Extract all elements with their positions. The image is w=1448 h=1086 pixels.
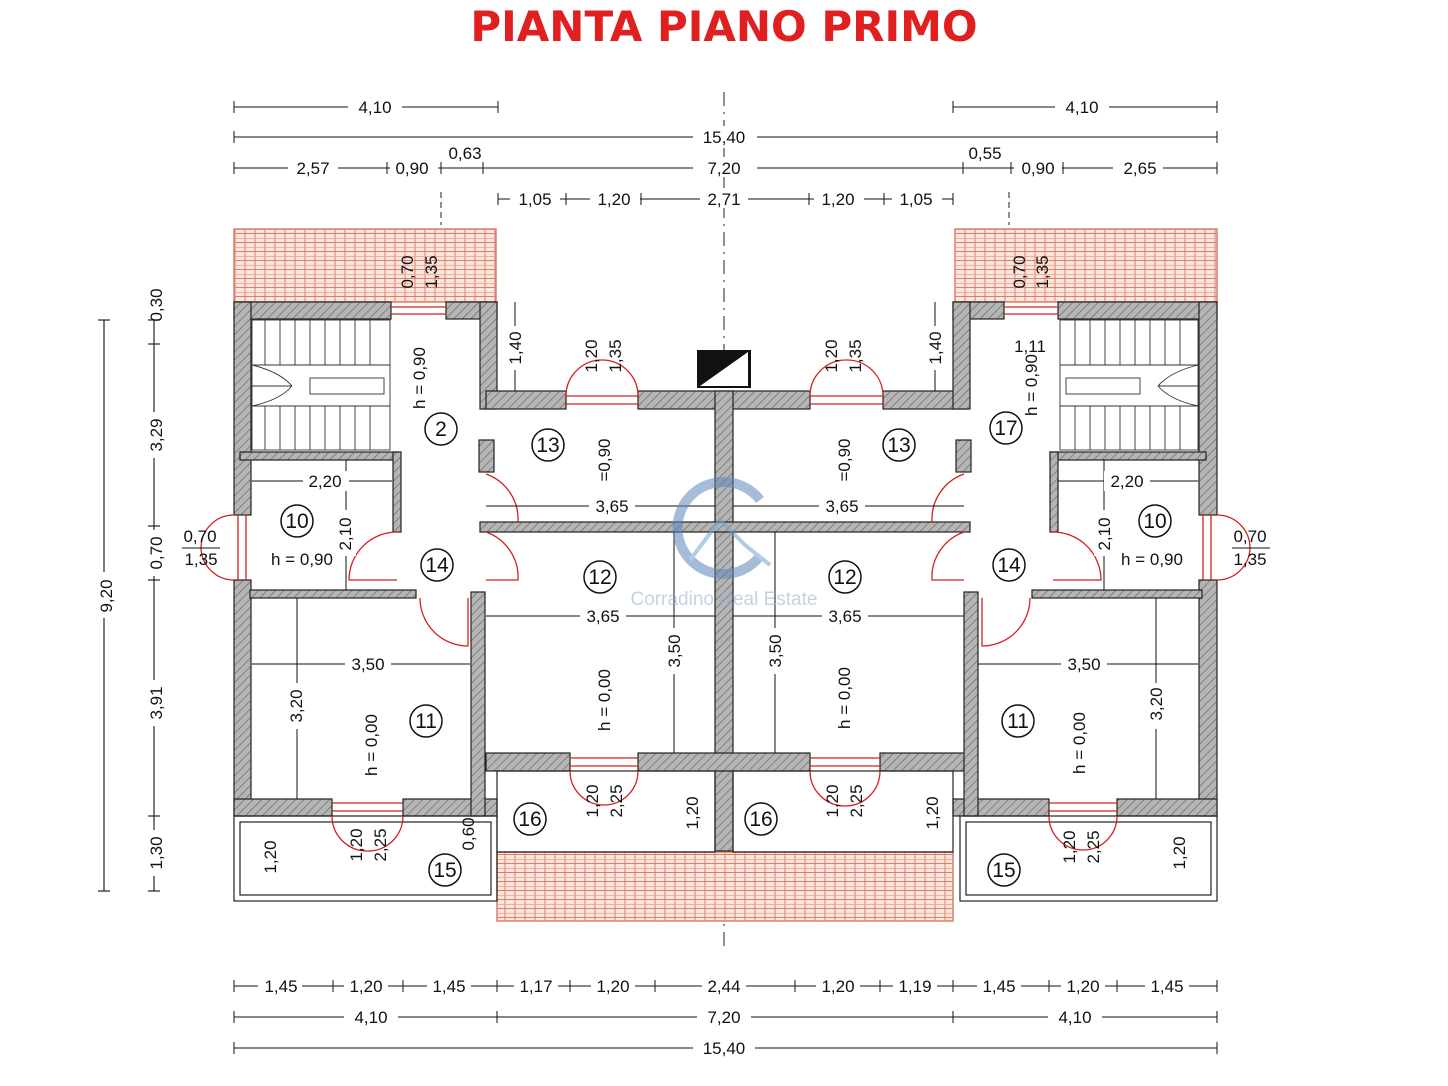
room-13-right: 13 <box>887 434 911 457</box>
dim-365-b: 3,65 <box>825 497 859 516</box>
dim-350-right: 3,50 <box>1067 655 1101 674</box>
dim-140-right: 1,40 <box>926 331 945 365</box>
height-12-left: h = 0,00 <box>595 669 614 731</box>
dim-top-b6: 0,90 <box>1021 159 1055 178</box>
win-side-right-135: 1,35 <box>1233 550 1267 569</box>
room-14-right: 14 <box>997 554 1021 577</box>
dim-365-a: 3,65 <box>595 497 629 516</box>
dim-220-right: 2,20 <box>1110 472 1144 491</box>
roof-top-left <box>234 229 496 302</box>
terrace-left-120: 1,20 <box>683 796 702 830</box>
dim-bottom-d11: 1,45 <box>1150 977 1184 996</box>
dim-320-right: 3,20 <box>1147 687 1166 721</box>
height-11-left: h = 0,00 <box>362 714 381 776</box>
dim-bottom-d5: 1,20 <box>596 977 630 996</box>
height-13-left: =0,90 <box>595 438 614 482</box>
dim-left-total: 9,20 <box>97 579 116 613</box>
dim-top-c1: 1,05 <box>518 190 552 209</box>
height-17: h = 0,90 <box>1022 354 1041 416</box>
roof-top-right <box>955 229 1217 302</box>
dim-bottom-e3: 4,10 <box>1058 1008 1092 1027</box>
win-right-top-070: 0,70 <box>1010 255 1029 289</box>
dim-top-c5: 1,05 <box>899 190 933 209</box>
win-15r-120: 1,20 <box>1060 830 1079 864</box>
room-15-left: 15 <box>433 859 457 882</box>
room-2: 2 <box>435 418 447 441</box>
win-13l-120: 1,20 <box>582 339 601 373</box>
room-12-left: 12 <box>588 566 612 589</box>
dim-top-b4: 7,20 <box>707 159 741 178</box>
height-2: h = 0,90 <box>410 347 429 409</box>
room-10-left: 10 <box>285 510 309 533</box>
dim-top-c3: 2,71 <box>707 190 741 209</box>
dim-220-left: 2,20 <box>308 472 342 491</box>
win-13r-120: 1,20 <box>822 339 841 373</box>
room-13-left: 13 <box>536 434 560 457</box>
win-16l-225: 2,25 <box>607 784 626 818</box>
dim-bottom-total: 15,40 <box>702 1039 746 1058</box>
balcony-right-120: 1,20 <box>1170 836 1189 870</box>
room-16-left: 16 <box>518 808 542 831</box>
height-10-left: h = 0,90 <box>271 550 333 569</box>
dim-top-b2: 0,90 <box>395 159 429 178</box>
dim-left-s1: 0,30 <box>147 288 166 322</box>
dim-210-right: 2,10 <box>1095 517 1114 551</box>
dim-bottom-d6: 2,44 <box>707 977 741 996</box>
win-16r-120: 1,20 <box>823 784 842 818</box>
dim-365-d: 3,65 <box>828 607 862 626</box>
win-side-left-135: 1,35 <box>184 550 218 569</box>
win-side-left-070: 0,70 <box>183 527 217 546</box>
dim-left-s2: 3,29 <box>147 418 166 452</box>
dim-top-c4: 1,20 <box>821 190 855 209</box>
win-16r-225: 2,25 <box>847 784 866 818</box>
win-16l-120: 1,20 <box>583 784 602 818</box>
win-13r-135: 1,35 <box>846 339 865 373</box>
stairs-left <box>252 320 390 450</box>
win-15l-225: 2,25 <box>371 828 390 862</box>
room-15-right: 15 <box>992 859 1016 882</box>
room-17: 17 <box>994 417 1018 440</box>
dim-bottom-d2: 1,20 <box>349 977 383 996</box>
room-14-left: 14 <box>425 554 449 577</box>
dim-top-b1: 2,57 <box>296 159 330 178</box>
room-16-right: 16 <box>749 808 773 831</box>
roof-bottom <box>497 852 953 921</box>
dim-top-a1: 4,10 <box>358 98 392 117</box>
room-11-left: 11 <box>415 710 437 733</box>
win-left-top-135: 1,35 <box>422 255 441 289</box>
dim-bottom-d8: 1,19 <box>898 977 932 996</box>
dim-bottom-d10: 1,20 <box>1066 977 1100 996</box>
win-13l-135: 1,35 <box>606 339 625 373</box>
height-10-right: h = 0,90 <box>1121 550 1183 569</box>
page-title: PIANTA PIANO PRIMO <box>470 2 978 51</box>
dim-111: 1,11 <box>1014 337 1046 356</box>
dim-350-left: 3,50 <box>351 655 385 674</box>
dim-bottom-d1: 1,45 <box>264 977 298 996</box>
dim-top-b7: 2,65 <box>1123 159 1157 178</box>
terrace-right-120: 1,20 <box>923 796 942 830</box>
height-12-right: h = 0,00 <box>835 667 854 729</box>
room-10-right: 10 <box>1143 510 1167 533</box>
dim-bottom-d4: 1,17 <box>519 977 553 996</box>
height-13-right: =0,90 <box>835 438 854 482</box>
dim-320-left: 3,20 <box>287 689 306 723</box>
dim-365-c: 3,65 <box>586 607 620 626</box>
watermark-text: Corradino Real Estate <box>630 589 818 610</box>
dim-top-total: 15,40 <box>702 128 746 147</box>
dim-bottom-d9: 1,45 <box>982 977 1016 996</box>
dim-350-center-left: 3,50 <box>665 634 684 668</box>
dim-bottom-e1: 4,10 <box>354 1008 388 1027</box>
dim-top-c2: 1,20 <box>597 190 631 209</box>
dim-350-center-right: 3,50 <box>766 634 785 668</box>
dim-140-left: 1,40 <box>506 331 525 365</box>
dim-left-s4: 3,91 <box>147 686 166 720</box>
win-15r-225: 2,25 <box>1084 830 1103 864</box>
height-11-right: h = 0,00 <box>1070 712 1089 774</box>
dim-top-b3: 0,63 <box>448 144 482 163</box>
dim-top-b5: 0,55 <box>968 144 1002 163</box>
dim-bottom-e2: 7,20 <box>707 1008 741 1027</box>
win-right-top-135: 1,35 <box>1033 255 1052 289</box>
stairs-right <box>1060 320 1198 450</box>
dim-top-a2: 4,10 <box>1065 98 1099 117</box>
balcony-left-060: 0,60 <box>459 817 478 851</box>
dim-left-s3: 0,70 <box>147 536 166 570</box>
dim-left-s5: 1,30 <box>147 836 166 870</box>
room-12-right: 12 <box>833 566 857 589</box>
win-15l-120: 1,20 <box>347 828 366 862</box>
win-side-right-070: 0,70 <box>1233 527 1267 546</box>
win-left-top-070: 0,70 <box>398 255 417 289</box>
dim-210-left: 2,10 <box>336 517 355 551</box>
room-11-right: 11 <box>1007 710 1029 733</box>
dim-bottom-d3: 1,45 <box>432 977 466 996</box>
balcony-left-120: 1,20 <box>261 840 280 874</box>
dim-bottom-d7: 1,20 <box>821 977 855 996</box>
